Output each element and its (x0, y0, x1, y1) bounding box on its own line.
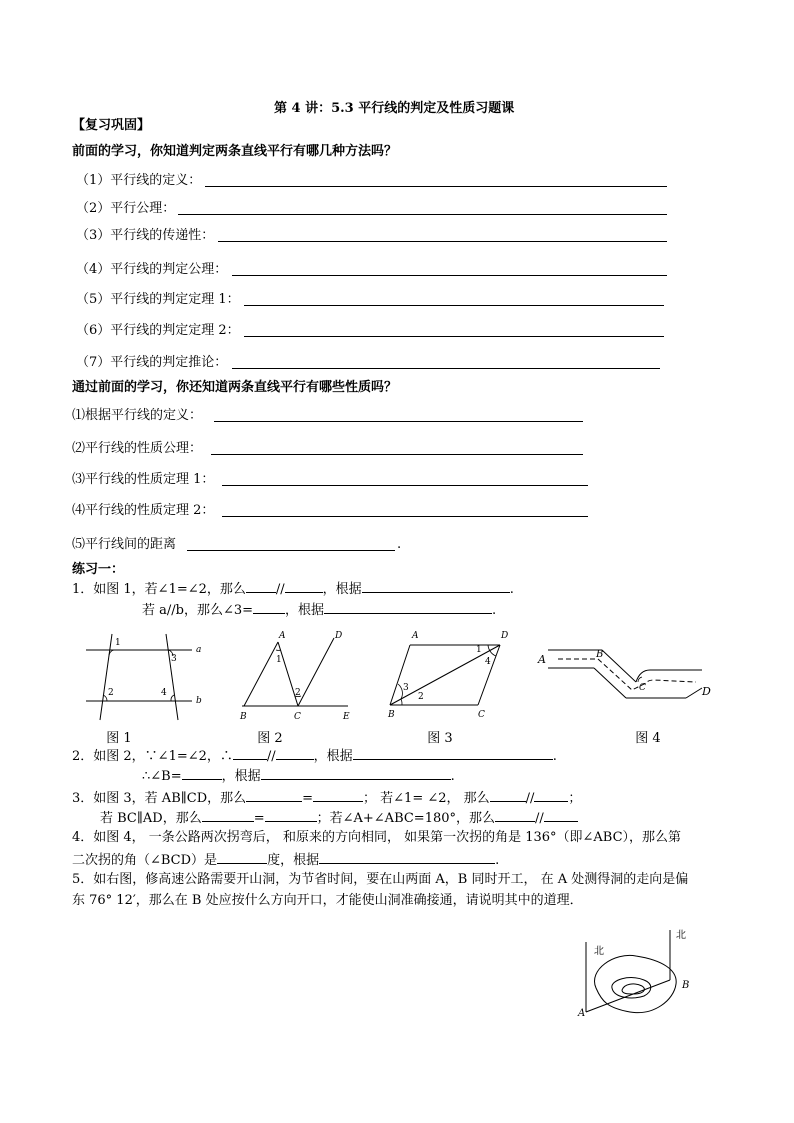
property-item: ⑷平行线的性质定理 2： (72, 503, 215, 518)
blank-line[interactable] (244, 305, 664, 306)
tunnel-diagram (574, 926, 704, 1021)
blank[interactable] (217, 851, 267, 864)
blank[interactable] (182, 767, 222, 780)
blank[interactable] (544, 809, 578, 822)
page-title: 第 4 讲：5.3 平行线的判定及性质习题课 (274, 101, 515, 116)
blank-line[interactable] (214, 421, 583, 422)
blank[interactable] (253, 601, 285, 614)
blank[interactable] (265, 809, 317, 822)
judge-item: （2）平行公理： (76, 201, 176, 216)
property-item: ⑸平行线间的距离 (72, 537, 177, 552)
blank[interactable] (319, 851, 495, 864)
review-header: 【复习巩固】 (72, 118, 151, 133)
blank-line[interactable] (211, 454, 583, 455)
label-E: E (343, 712, 350, 722)
question-judge: 前面的学习，你知道判定两条直线平行有哪几种方法吗？ (72, 144, 398, 159)
label-3: 3 (171, 654, 177, 664)
ex3-line1: 3．如图 3，若 AB∥CD，那么 = ； 若∠1= ∠2， 那么 // ； (72, 791, 582, 806)
label-1: 1 (115, 638, 121, 648)
label-b: b (196, 696, 202, 706)
figure-1-diagram (82, 632, 212, 727)
blank[interactable] (233, 747, 267, 760)
judge-item: （5）平行线的判定定理 1： (76, 292, 240, 307)
blank-line[interactable] (232, 275, 667, 276)
figure-2-caption: 图 2 (257, 731, 283, 746)
blank-line[interactable] (222, 485, 588, 486)
blank[interactable] (534, 789, 568, 802)
blank[interactable] (285, 580, 323, 593)
blank[interactable] (276, 747, 314, 760)
label-D: D (335, 631, 343, 641)
label-A: A (412, 631, 419, 641)
blank[interactable] (261, 767, 451, 780)
ex5-line1: 5．如右图，修高速公路需要开山洞，为节省时间，要在山两面 A，B 同时开工， 在 A 处测得洞的走向是偏 (72, 872, 689, 887)
label-A: A (279, 631, 286, 641)
figure-3-diagram (386, 628, 516, 723)
property-item: ⑵平行线的性质公理： (72, 441, 203, 456)
blank-line[interactable] (244, 336, 664, 337)
blank[interactable] (353, 747, 553, 760)
label-3: 3 (403, 683, 409, 693)
label-2: 2 (418, 692, 424, 702)
question-property: 通过前面的学习，你还知道两条直线平行有哪些性质吗？ (72, 380, 398, 395)
label-4: 4 (485, 657, 491, 667)
figure-4-caption: 图 4 (635, 731, 661, 746)
label-B: B (596, 649, 604, 660)
label-D: D (702, 685, 711, 698)
label-B: B (240, 712, 247, 722)
figure-4-diagram (536, 640, 716, 710)
judge-item: （4）平行线的判定公理： (76, 262, 228, 277)
period: . (397, 537, 402, 552)
property-item: ⑴根据平行线的定义： (72, 408, 203, 423)
blank[interactable] (362, 580, 510, 593)
ex4-line1: 4．如图 4， 一条公路两次拐弯后， 和原来的方向相同， 如果第一次拐的角是 136°（即∠ABC），那么第 (72, 830, 682, 845)
blank[interactable] (490, 789, 526, 802)
label-C: C (478, 710, 485, 720)
figure-1-caption: 图 1 (106, 731, 132, 746)
figure-2-diagram (236, 628, 356, 723)
label-4: 4 (161, 688, 167, 698)
judge-item: （6）平行线的判定定理 2： (76, 323, 240, 338)
label-C: C (639, 683, 646, 693)
judge-item: （1）平行线的定义： (76, 173, 202, 188)
north-label-a: 北 (594, 946, 604, 957)
blank[interactable] (495, 809, 535, 822)
ex2-line2: ∴∠B= ，根据 . (142, 769, 455, 784)
blank[interactable] (324, 601, 492, 614)
blank[interactable] (202, 809, 254, 822)
judge-item: （7）平行线的判定推论： (76, 355, 228, 370)
label-2: 2 (295, 688, 301, 698)
property-item: ⑶平行线的性质定理 1： (72, 472, 215, 487)
exercise-header: 练习一： (72, 562, 125, 577)
label-a: a (196, 645, 202, 655)
label-B: B (682, 980, 690, 991)
blank-line[interactable] (187, 550, 395, 551)
blank[interactable] (313, 789, 363, 802)
label-2: 2 (108, 688, 114, 698)
ex2-line1: 2．如图 2，∵∠1=∠2，∴ // ，根据 . (72, 749, 557, 764)
judge-item: （3）平行线的传递性： (76, 228, 215, 243)
label-D: D (501, 631, 509, 641)
label-1: 1 (276, 655, 282, 665)
ex5-line2: 东 76° 12′，那么在 B 处应按什么方向开口，才能使山洞准确接通，请说明其中的道理． (72, 893, 583, 908)
label-A: A (538, 653, 546, 666)
label-C: C (294, 712, 301, 722)
blank-line[interactable] (205, 186, 667, 187)
north-label-b: 北 (676, 930, 686, 941)
blank-line[interactable] (232, 368, 660, 369)
figure-3-caption: 图 3 (427, 731, 453, 746)
blank[interactable] (246, 789, 302, 802)
label-B: B (388, 710, 395, 720)
label-1: 1 (476, 645, 482, 655)
ex4-line2: 二次拐的角（∠BCD）是 度，根据 . (72, 853, 500, 868)
ex3-line2: 若 BC∥AD，那么 = ；若∠A+∠ABC=180°，那么 // (100, 809, 578, 827)
blank-line[interactable] (222, 516, 588, 517)
ex1-line2: 若 a//b，那么∠3= ，根据 . (142, 603, 497, 618)
label-A: A (578, 1008, 586, 1019)
blank-line[interactable] (178, 214, 667, 215)
blank-line[interactable] (218, 241, 667, 242)
blank[interactable] (246, 580, 276, 593)
ex1-line1: 1．如图 1，若∠1=∠2，那么 // ，根据 . (72, 582, 514, 597)
